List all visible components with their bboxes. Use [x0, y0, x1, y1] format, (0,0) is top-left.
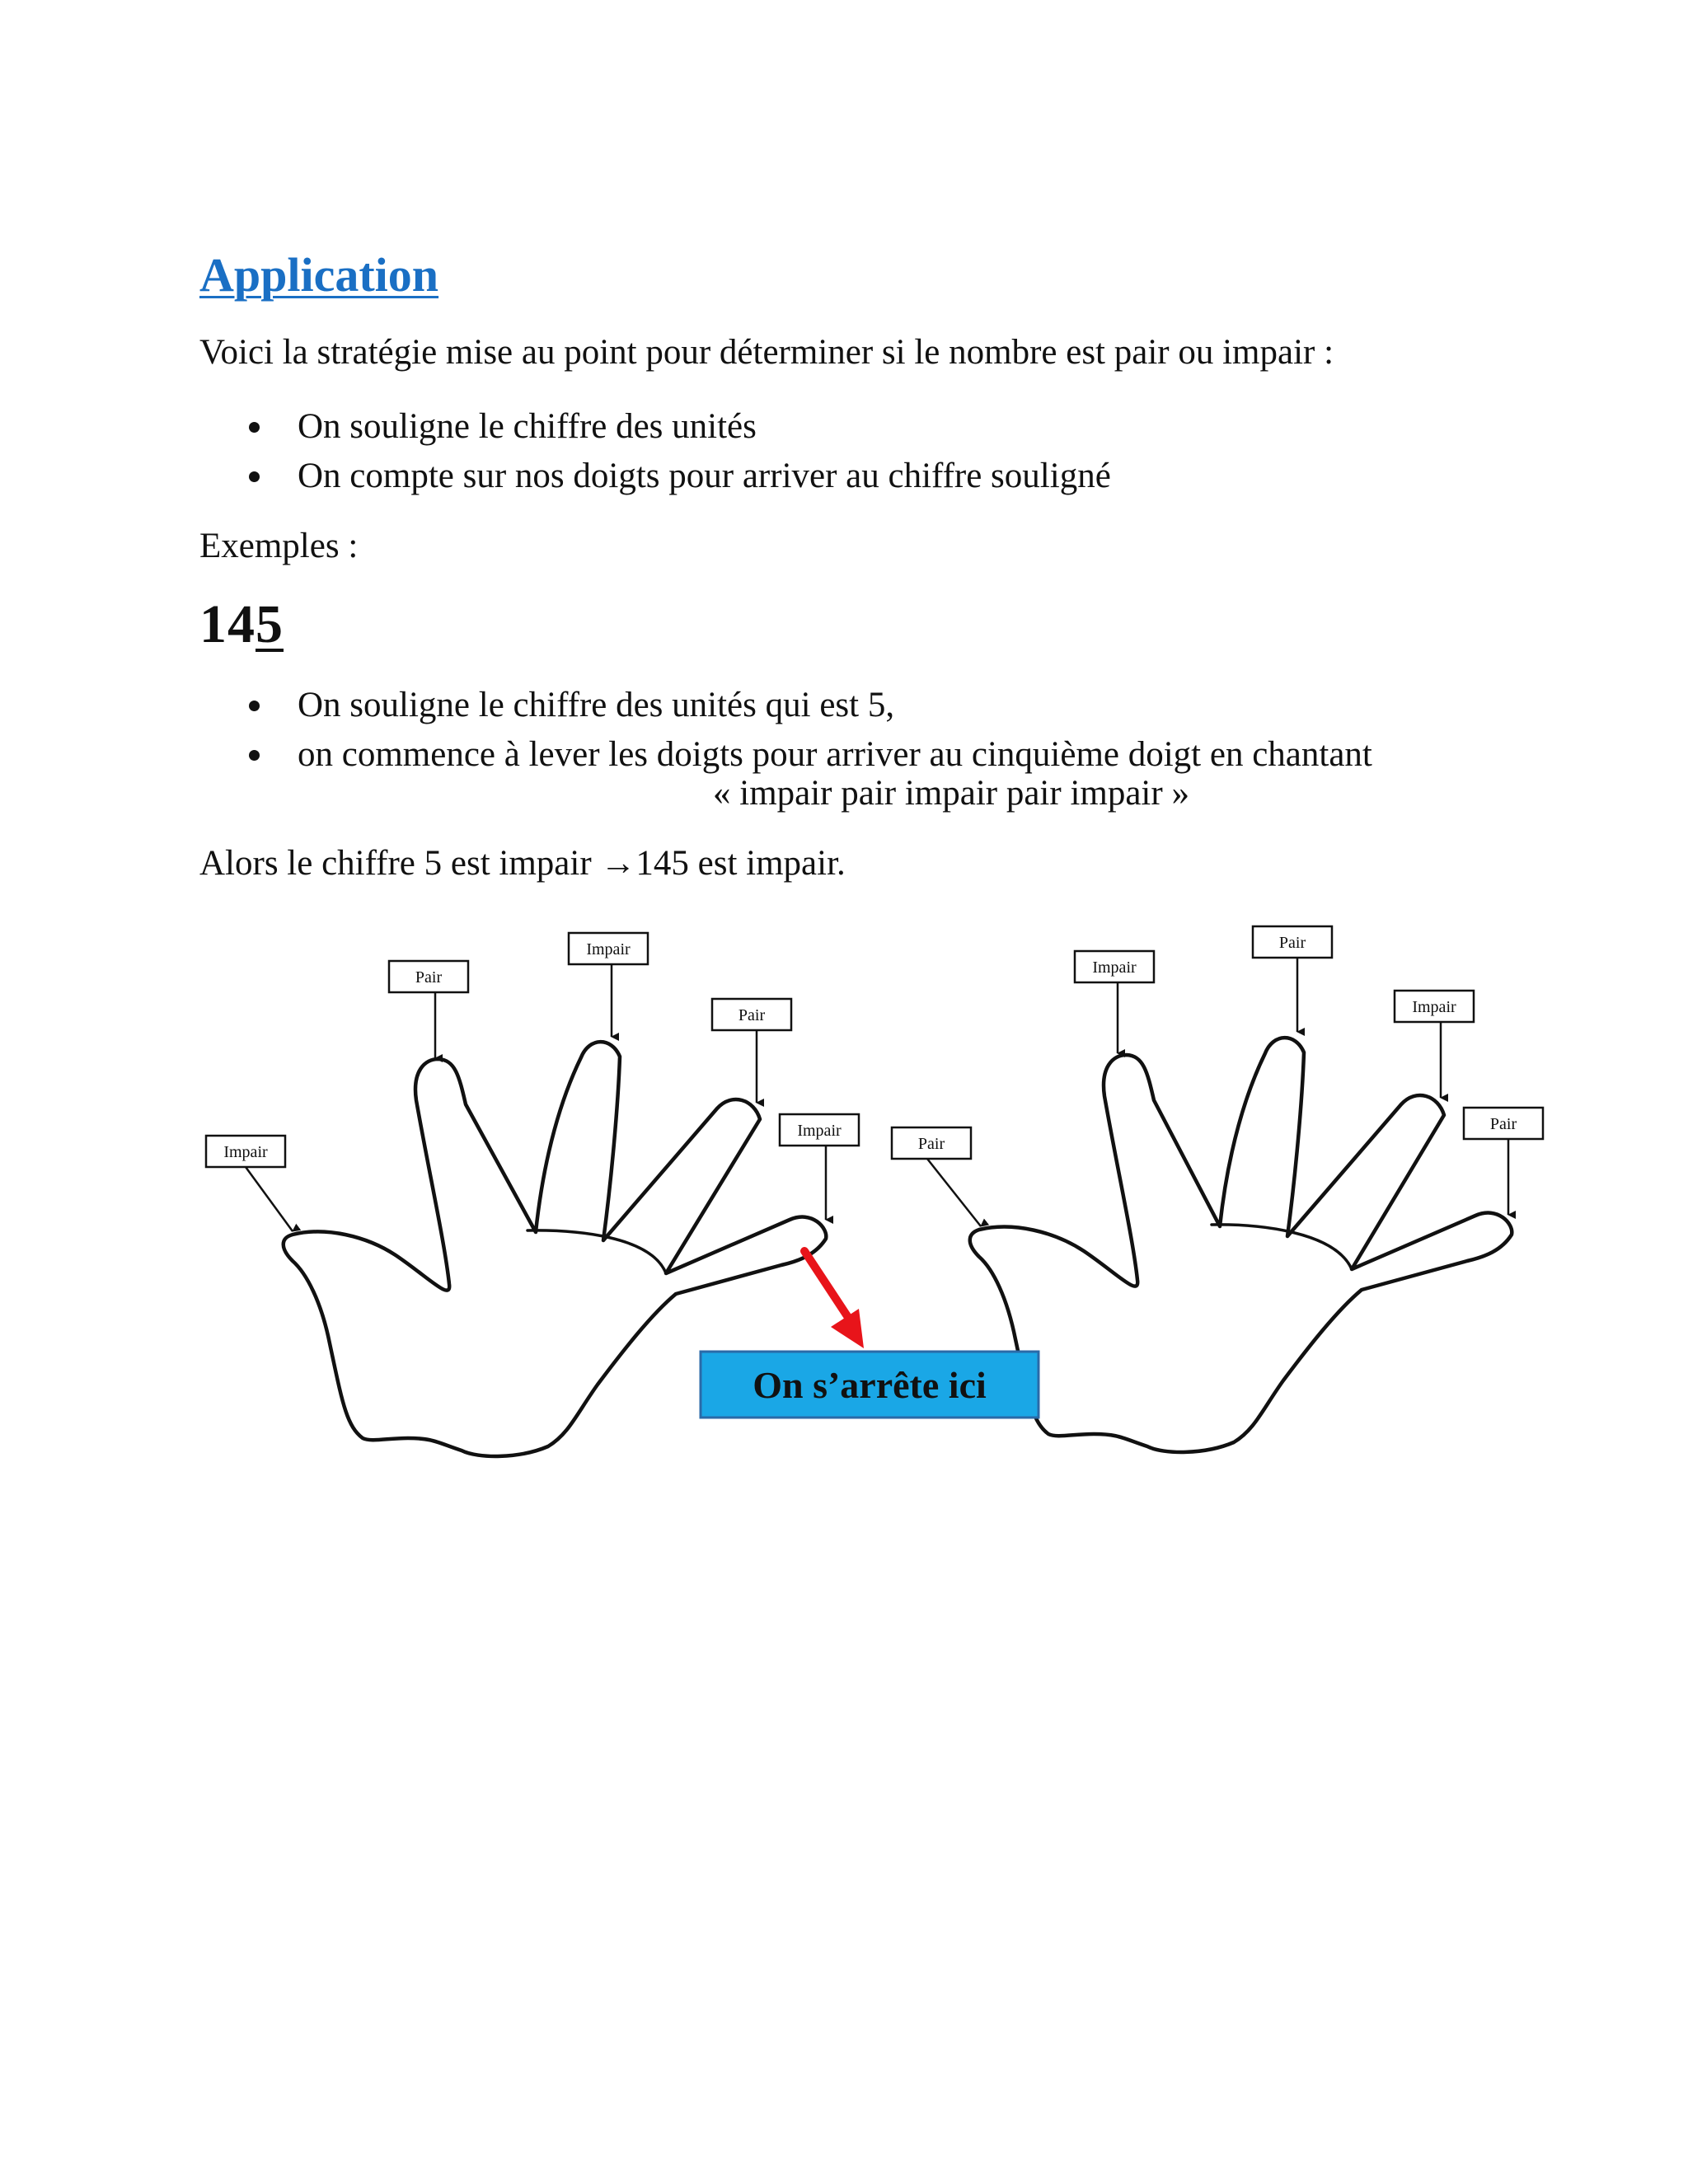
list-item: on commence à lever les doigts pour arriver au cinquième doigt en chantant	[199, 730, 1372, 780]
list-item: On souligne le chiffre des unités qui est 5,	[199, 681, 1372, 730]
page-title: Application	[199, 248, 439, 302]
label-box	[1075, 951, 1154, 1053]
label-box	[780, 1114, 859, 1220]
svg-text:Pair: Pair	[1278, 934, 1306, 952]
list-item: On compte sur nos doigts pour arriver au chiffre souligné	[199, 452, 1111, 501]
label-box	[389, 961, 468, 1058]
svg-text:Impair: Impair	[586, 940, 631, 958]
label-box	[1464, 1108, 1543, 1215]
stop-callout	[701, 1352, 1039, 1418]
red-arrow	[804, 1251, 864, 1348]
svg-text:Impair: Impair	[797, 1122, 842, 1140]
left-hand-labels	[206, 933, 859, 1231]
svg-text:Pair: Pair	[415, 968, 443, 987]
label-box	[1253, 926, 1332, 1032]
example-number: 145	[199, 594, 284, 654]
label-box	[569, 933, 648, 1037]
label-box	[206, 1136, 293, 1231]
stop-callout-text: On s’arrête ici	[753, 1364, 987, 1406]
svg-text:Impair: Impair	[1092, 958, 1137, 977]
chant-text: « impair pair impair pair impair »	[713, 774, 1189, 813]
svg-text:Pair: Pair	[917, 1135, 945, 1153]
right-hand-labels	[892, 926, 1543, 1226]
svg-text:Pair: Pair	[738, 1006, 766, 1024]
examples-label: Exemples :	[199, 527, 359, 565]
svg-text:Impair: Impair	[223, 1143, 268, 1161]
label-box	[892, 1127, 981, 1226]
label-box	[712, 999, 791, 1103]
svg-text:Impair: Impair	[1412, 998, 1456, 1016]
svg-text:Pair: Pair	[1489, 1115, 1517, 1133]
units-digit: 5	[256, 594, 284, 654]
right-hand	[970, 1038, 1512, 1452]
conclusion-text: Alors le chiffre 5 est impair →145 est impair.	[199, 844, 846, 883]
list-item: On souligne le chiffre des unités	[199, 402, 1111, 452]
label-box	[1395, 991, 1474, 1098]
intro-text: Voici la stratégie mise au point pour déterminer si le nombre est pair ou impair :	[199, 333, 1334, 372]
